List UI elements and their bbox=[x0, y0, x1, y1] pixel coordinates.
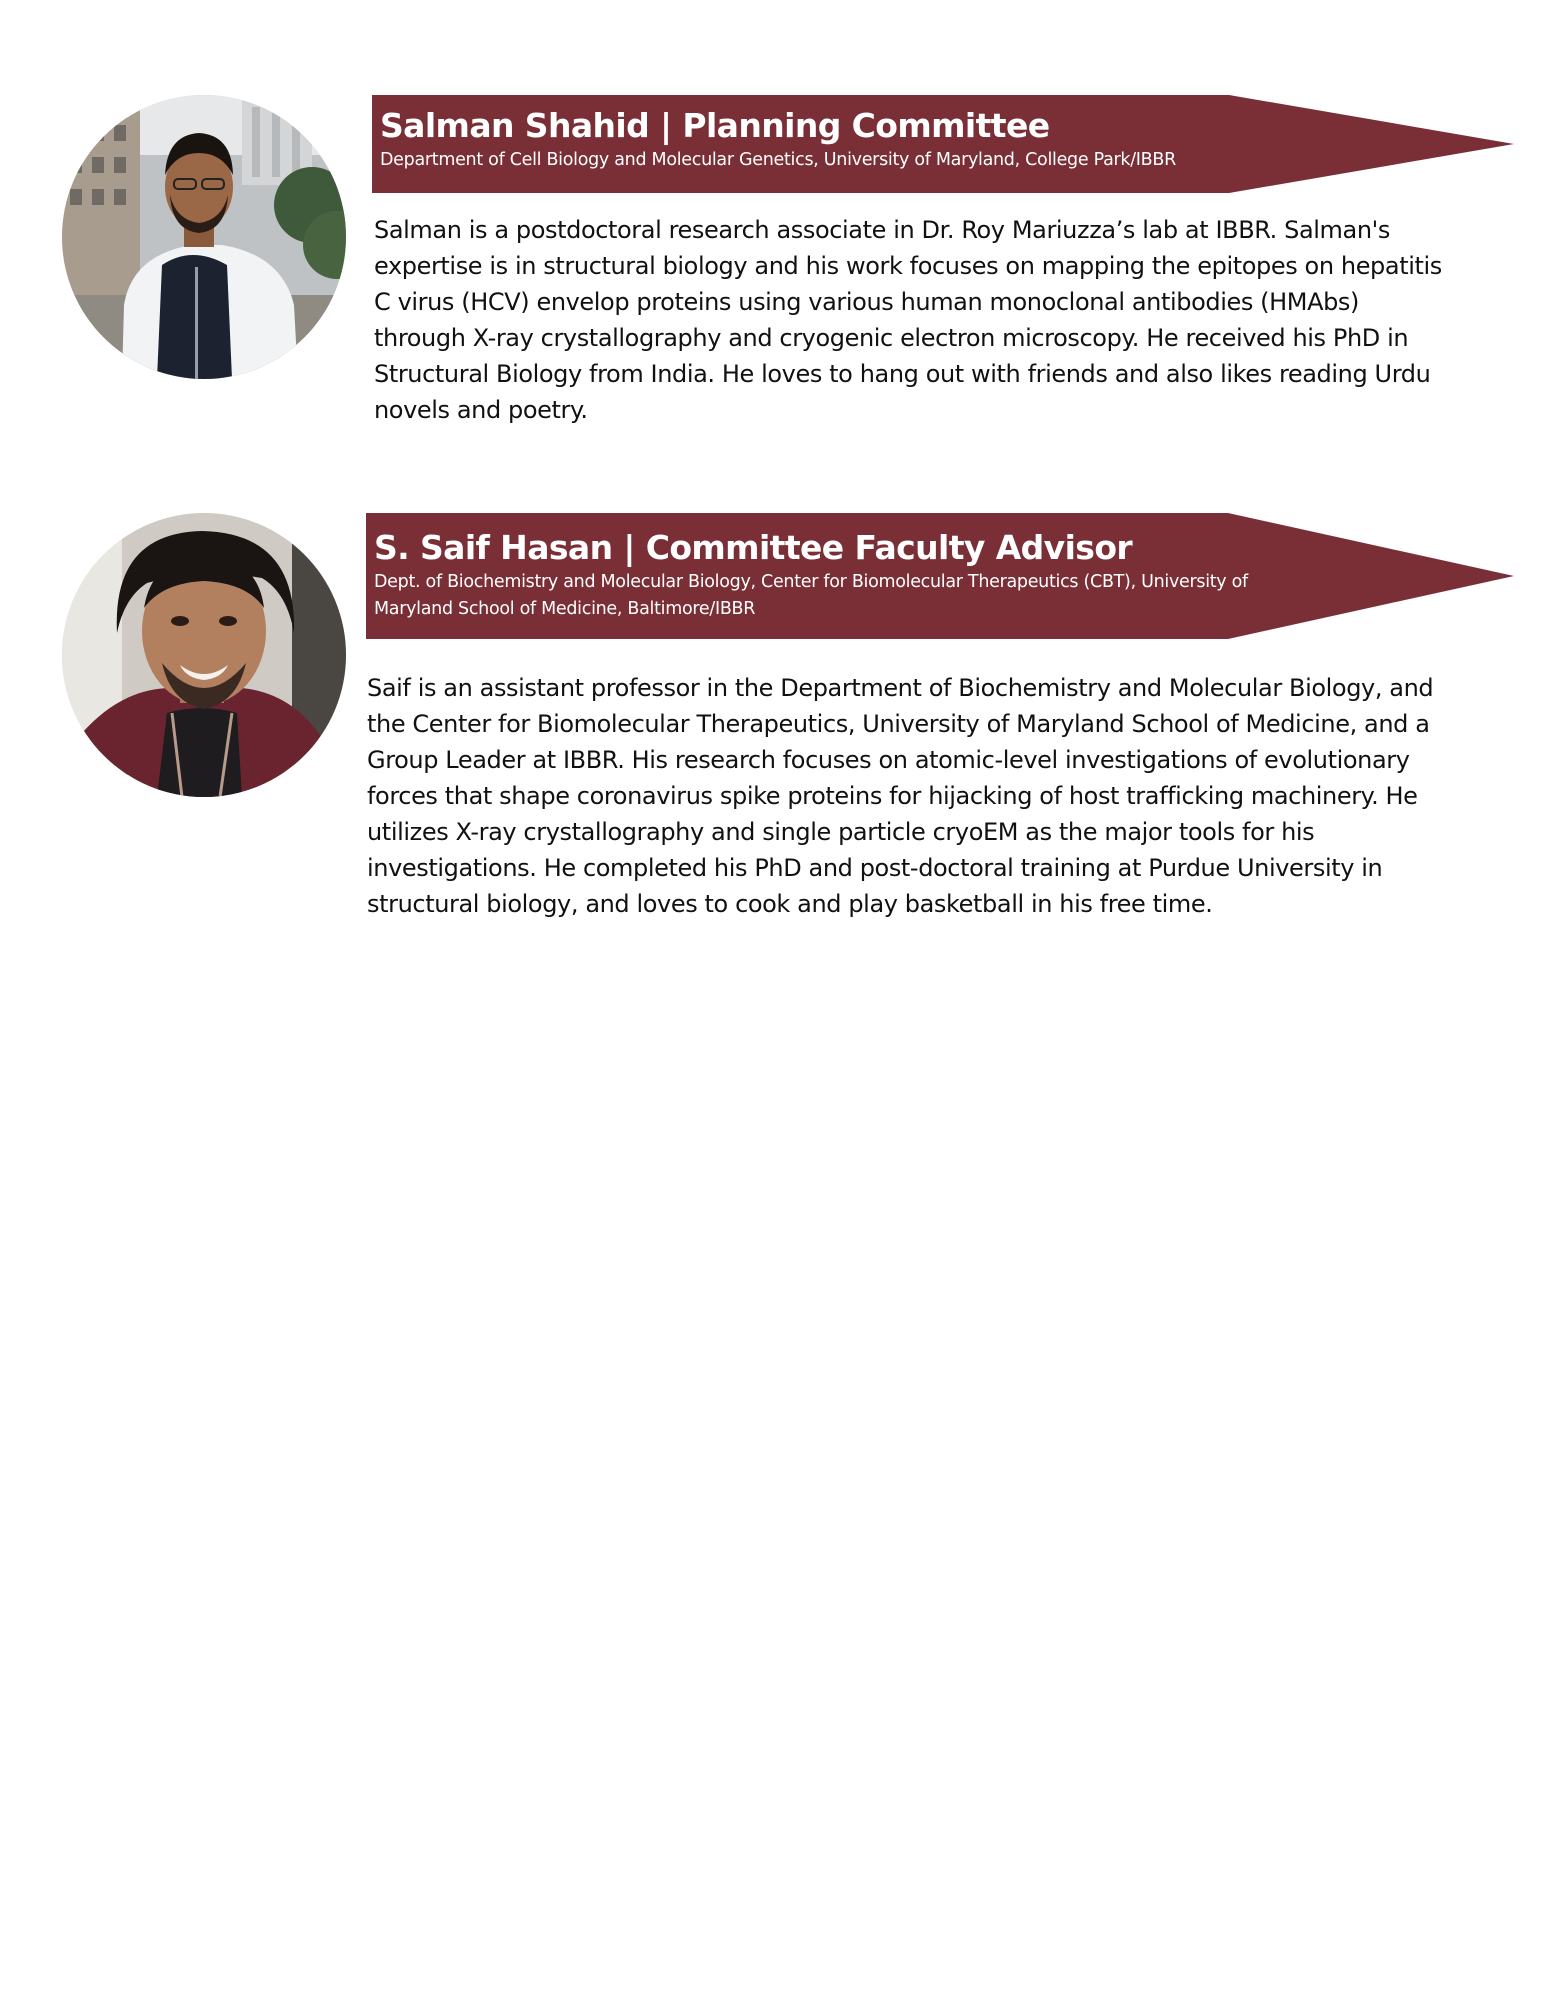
profile-photo-saif bbox=[62, 513, 346, 797]
department-text: Dept. of Biochemistry and Molecular Biology, Center for Biomolecular Therapeutics (CBT), University of Maryland School of Medicine, Baltimore/IBBR bbox=[374, 572, 1248, 619]
portrait-image bbox=[62, 95, 346, 379]
name-banner bbox=[366, 513, 1514, 639]
portrait-image bbox=[62, 513, 346, 797]
bio-text: Salman is a postdoctoral research associate in Dr. Roy Mariuzza’s lab at IBBR. Salman's expertise is in structural biology and his work focuses on mapping the epitopes on hepatitis C virus (HCV) envelop proteins using various human monoclonal antibodies (HMAbs) through X-ray crystallography and cryogenic electron microscopy. He received his PhD in Structural Biology from India. He loves to hang out with friends and also likes reading Urdu novels and poetry. bbox=[374, 216, 1442, 424]
department-text: Department of Cell Biology and Molecular Genetics, University of Maryland, College Park/IBBR bbox=[380, 150, 1176, 170]
bio-text: Saif is an assistant professor in the Department of Biochemistry and Molecular Biology, and the Center for Biomolecular Therapeutics, University of Maryland School of Medicine, and a Group Leader at IBBR. His research focuses on atomic-level investigations of evolutionary forces that shape coronavirus spike proteins for hijacking of host trafficking machinery. He utilizes X-ray crystallography and single particle cryoEM as the major tools for his investigations. He completed his PhD and post-doctoral training at Purdue University in structural biology, and loves to cook and play basketball in his free time. bbox=[367, 674, 1434, 918]
banner-text bbox=[380, 105, 1324, 174]
name-role-heading: Salman Shahid | Planning Committee bbox=[380, 106, 1050, 145]
name-role-heading: S. Saif Hasan | Committee Faculty Advisor bbox=[374, 528, 1133, 567]
banner-text bbox=[374, 527, 1254, 623]
name-banner bbox=[372, 95, 1514, 193]
profile-photo-salman bbox=[62, 95, 346, 379]
